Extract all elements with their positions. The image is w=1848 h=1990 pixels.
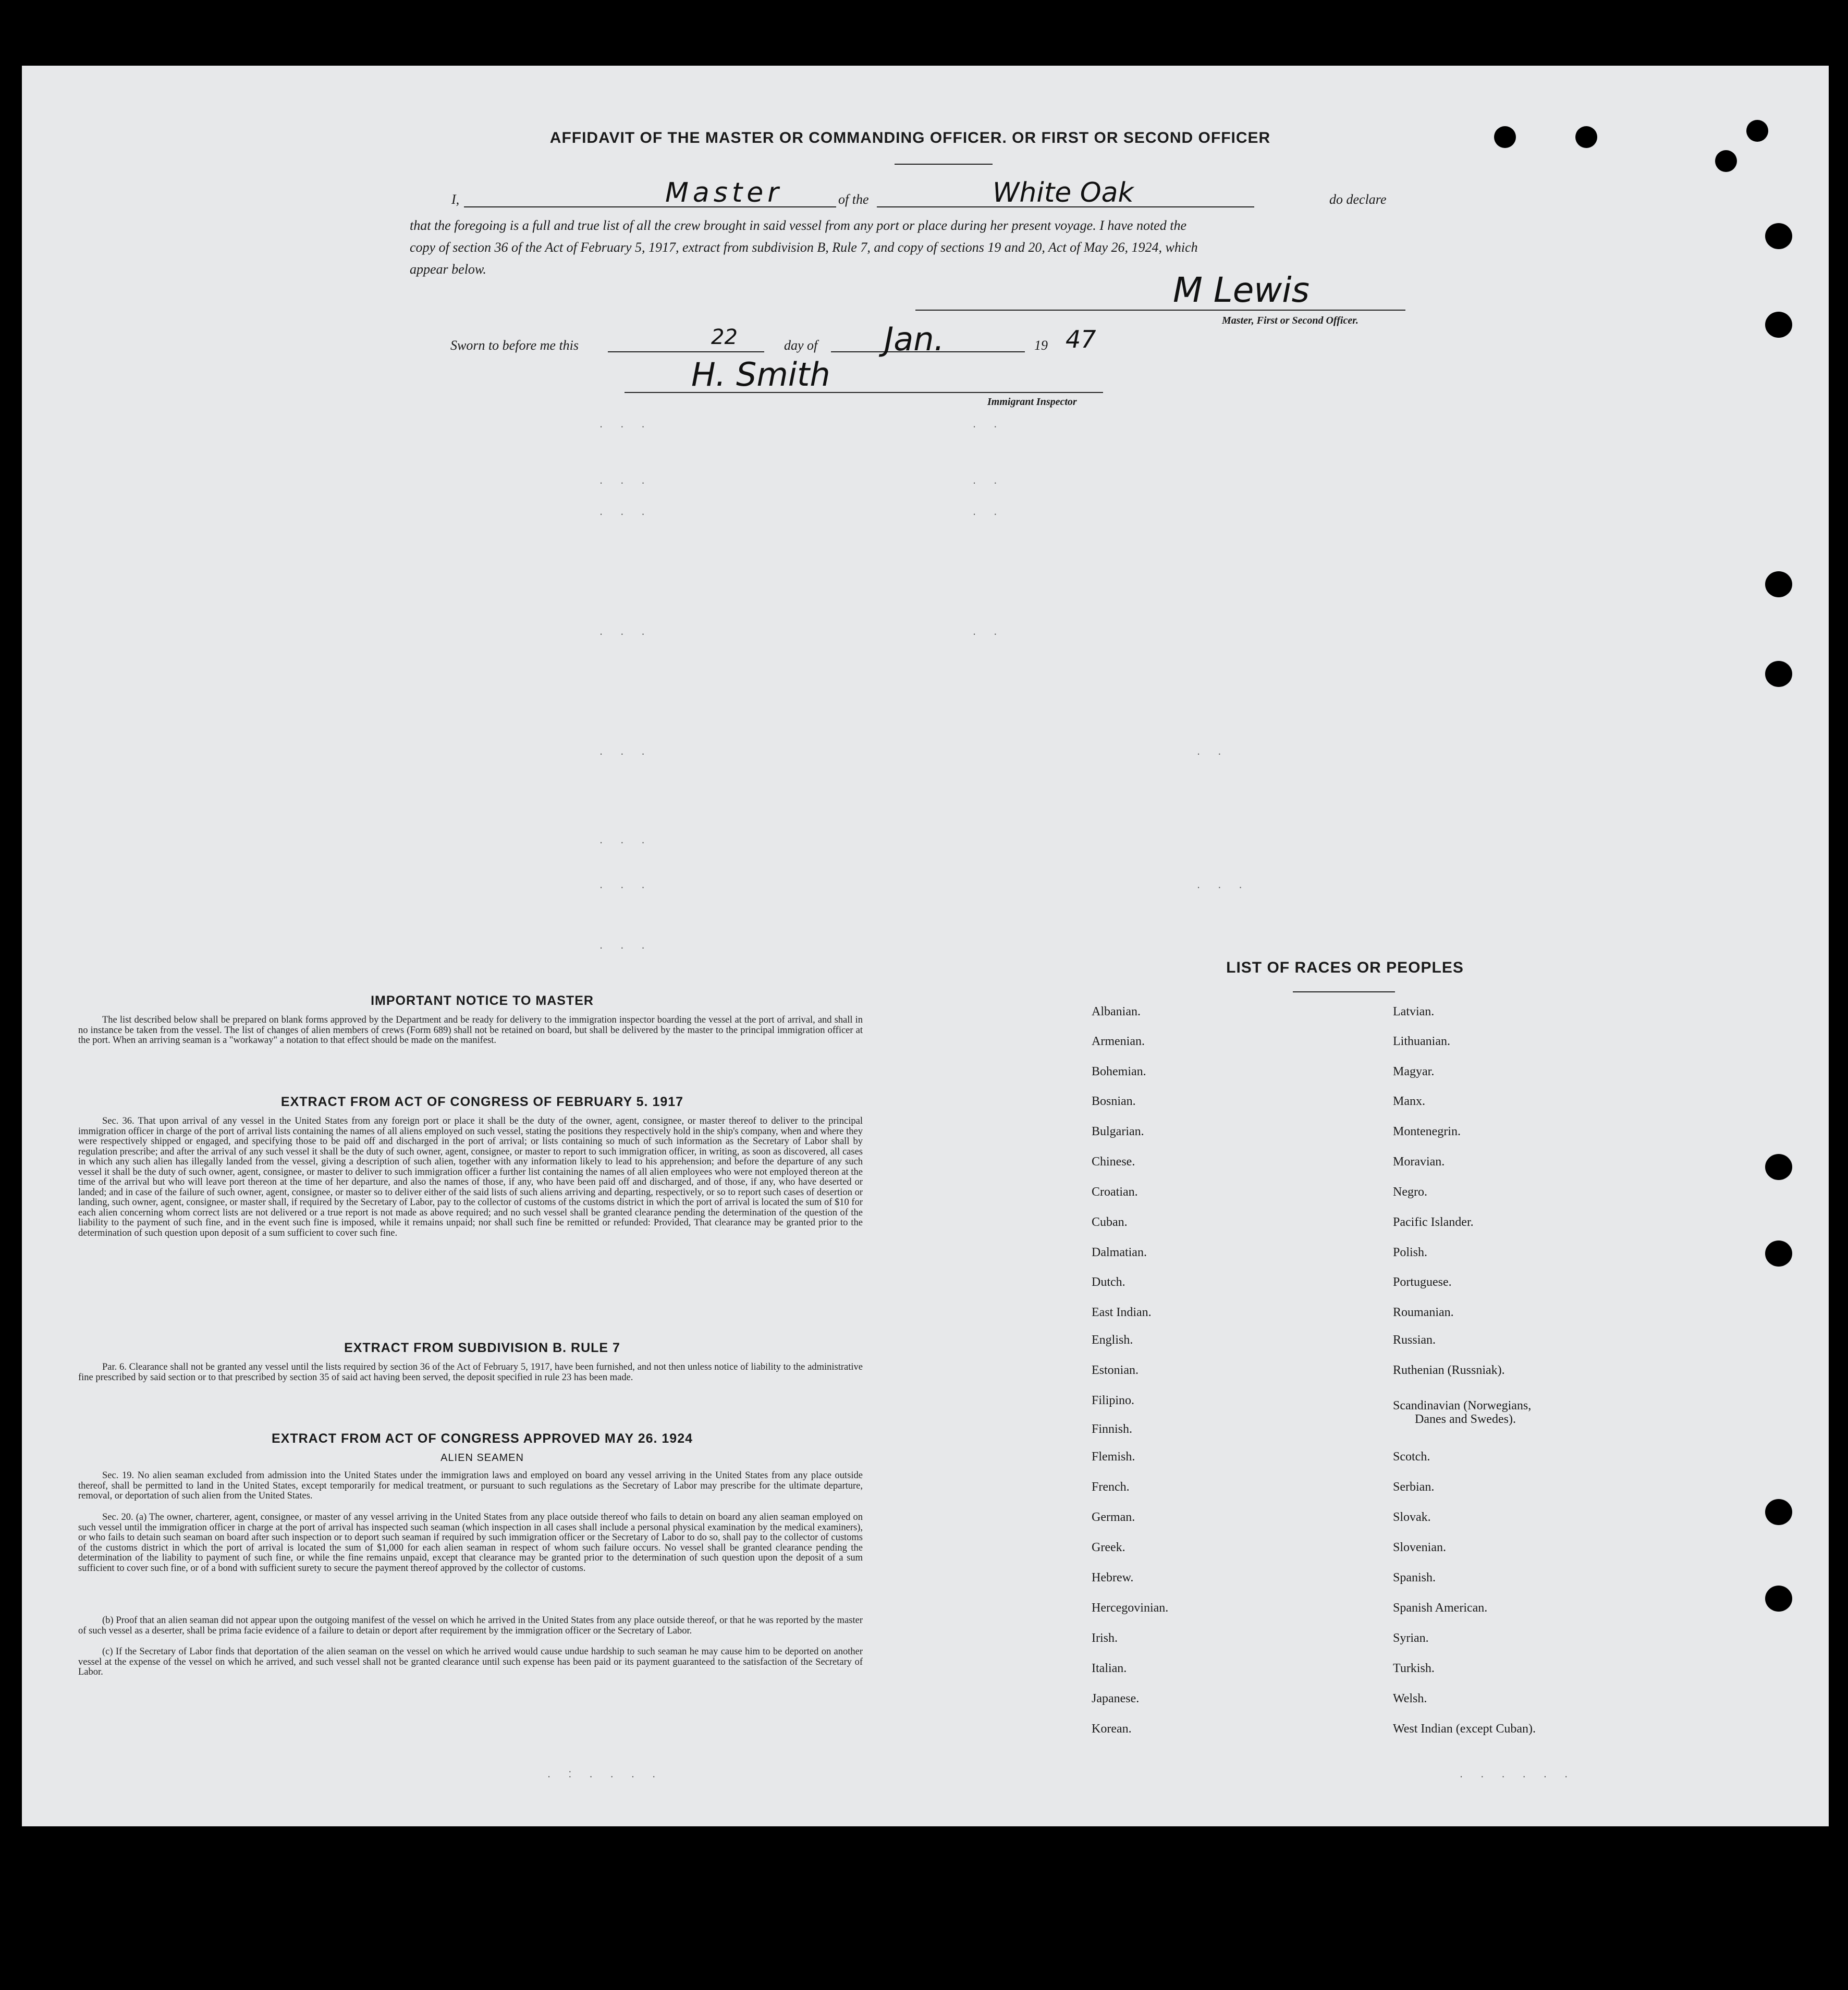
faint-marks: . . .: [599, 417, 652, 430]
race-item: Greek.: [1092, 1541, 1125, 1554]
notice-text: The list described below shall be prepared on blank forms approved by the Department and be ready for delivery to the immigration inspector boarding the vessel at the port of arrival, and shall in no instance be taken from the vessel. The list of changes of alien members of crews (Form 689) shall not be retained on board, but shall be delivered by the master to the principal immigration officer at the port. When an arriving seaman is a "workaway" a notation to that effect should be made on the manifest.: [78, 1015, 863, 1046]
punch-hole: [1715, 150, 1737, 172]
race-item: Cuban.: [1092, 1215, 1128, 1229]
race-item: Dutch.: [1092, 1275, 1125, 1289]
race-item: Irish.: [1092, 1631, 1118, 1645]
race-item: Bulgarian.: [1092, 1125, 1144, 1138]
inspector-caption: Immigrant Inspector: [987, 396, 1077, 408]
signature-line: [915, 310, 1405, 311]
faint-marks: . . .: [599, 833, 652, 846]
race-item: Negro.: [1393, 1185, 1427, 1199]
race-item: French.: [1092, 1480, 1130, 1494]
race-item: Danes and Swedes).: [1415, 1412, 1516, 1426]
sworn-day-handwritten: 22: [711, 325, 738, 349]
race-item: Polish.: [1393, 1246, 1428, 1259]
race-item: English.: [1092, 1333, 1133, 1347]
race-item: Ruthenian (Russniak).: [1393, 1363, 1505, 1377]
punch-hole: [1765, 661, 1792, 687]
extract-1917-text: Sec. 36. That upon arrival of any vessel in the United States from any foreign port or place it shall be the duty of the owner, agent, consignee, or master thereof to deliver to the principal immigration officer in charge of the port of arrival lists containing the names of all aliens employed on such vessel, stating the positions they respectively hold in the ship's company, when and where they were respectively shipped or engaged, and specifying those to be paid off and discharged in the port of arrival; or lists containing so much of such information as the Secretary of Labor shall by regulation prescribe; and after the arrival of any such vessel it shall be the duty of such owner, agent, consignee, or master to report to such immigration officer, in writing, as soon as discovered, all cases in which any such alien has illegally landed from the vessel, giving a description of such alien, together with any information likely to lead to his apprehension; and before the departure of any such vessel it shall be the duty of such owner, agent, consignee, or master to deliver to such immigration officer a further list containing the names of all alien employees who were not employed thereon at the time of the arrival but who will leave port thereon at the time of her departure, and also the names of those, if any, who have been paid off and discharged, and of those, if any, who have deserted or landed; and in case of the failure of such owner, agent, consignee, or master so to deliver either of the said lists of such aliens arriving and departing, respectively, or so to report such cases of desertion or landing, such owner, agent, consignee, or master shall, if required by the Secretary of Labor, pay to the collector of customs of the customs district in which the port of arrival is located the sum of $10 for each alien concerning whom correct lists are not delivered or a true report is not made as above required; and no such vessel shall be granted clearance pending the determination of the question of the liability to the payment of such fine, and in the event such fine is imposed, while it remains unpaid; nor shall such fine be remitted or refunded: Provided, That clearance may be granted prior to the determination of such question upon deposit of a sum sufficient to cover such fine.: [78, 1116, 863, 1238]
race-item: Latvian.: [1393, 1005, 1435, 1018]
faint-marks: . . .: [1197, 878, 1250, 891]
master-signature-handwritten: M Lewis: [1173, 270, 1310, 310]
race-item: East Indian.: [1092, 1306, 1152, 1319]
affidavit-title: AFFIDAVIT OF THE MASTER OR COMMANDING OFFICER. OR FIRST OR SECOND OFFICER: [549, 129, 1271, 146]
faint-marks: . . .: [599, 624, 652, 637]
faint-marks: . . . . . .: [1460, 1767, 1575, 1780]
sworn-prefix: Sworn to before me this: [450, 338, 579, 353]
faint-marks: . . .: [599, 878, 652, 891]
race-item: Magyar.: [1393, 1065, 1435, 1078]
race-item: Portuguese.: [1393, 1275, 1452, 1289]
extract-1924-title: EXTRACT FROM ACT OF CONGRESS APPROVED MAY 26. 1924: [271, 1431, 693, 1446]
faint-marks: . .: [1197, 744, 1229, 757]
race-item: Filipino.: [1092, 1394, 1135, 1407]
race-item: Scotch.: [1393, 1450, 1430, 1464]
line1-suffix: do declare: [1329, 192, 1387, 207]
master-name-handwritten: Master: [665, 177, 783, 208]
line1-prefix: I,: [451, 192, 460, 207]
faint-marks: . . .: [599, 938, 652, 951]
race-item: Chinese.: [1092, 1155, 1135, 1169]
inspector-signature-handwritten: H. Smith: [691, 355, 830, 394]
punch-hole: [1765, 571, 1792, 597]
races-title-underline: [1293, 991, 1395, 992]
punch-hole: [1765, 1154, 1792, 1180]
race-item: Korean.: [1092, 1722, 1132, 1736]
race-item: Estonian.: [1092, 1363, 1139, 1377]
faint-marks: . .: [973, 417, 1005, 430]
race-item: Bohemian.: [1092, 1065, 1146, 1078]
faint-marks: . . .: [599, 473, 652, 486]
race-item: Finnish.: [1092, 1422, 1133, 1436]
punch-hole: [1765, 1586, 1792, 1612]
sworn-day-label: day of: [784, 338, 818, 353]
race-item: Syrian.: [1393, 1631, 1429, 1645]
punch-hole: [1746, 120, 1768, 142]
race-item: West Indian (except Cuban).: [1393, 1722, 1536, 1736]
line1-of-label: of the: [838, 192, 869, 207]
punch-hole: [1765, 312, 1792, 338]
vessel-name-handwritten: White Oak: [993, 177, 1134, 208]
faint-marks: . .: [973, 473, 1005, 486]
extract-1924-p1: Sec. 19. No alien seaman excluded from admission into the United States under the immigration laws and employed on board any vessel arriving in the United States from any place outside thereof, shall be permitted to land in the United States, except temporarily for medical treatment, or pursuant to such regulations as the Secretary of Labor may prescribe for the ultimate departure, removal, or deportation of such alien from the United States.: [78, 1470, 863, 1501]
punch-hole: [1765, 1240, 1792, 1267]
race-item: Flemish.: [1092, 1450, 1135, 1464]
race-item: Roumanian.: [1393, 1306, 1454, 1319]
extract-1917-title: EXTRACT FROM ACT OF CONGRESS OF FEBRUARY 5. 1917: [280, 1095, 684, 1109]
faint-marks: . .: [973, 624, 1005, 637]
sworn-year-handwritten: 47: [1066, 325, 1096, 353]
race-item: German.: [1092, 1510, 1135, 1524]
race-item: Spanish American.: [1393, 1601, 1488, 1615]
extract-1924-p2: Sec. 20. (a) The owner, charterer, agent, consignee, or master of any vessel arriving in the United States from any place outside thereof who fails to detain on board any alien seaman employed on such vessel until the immigration officer in charge at the port of arrival has inspected such seaman (which inspection in all cases shall include a personal physical examination by the medical examiners), or who fails to detain such seaman on board after such inspection or to deport such seaman if required by such immigration officer or the Secretary of Labor to do so, shall pay to the collector of customs of the customs district in which the port of arrival is located the sum of $1,000 for each alien seaman in respect of whom such failure occurs. No vessel shall be granted clearance pending the determination of the liability to payment of such fine, or while the fine remains unpaid, except that clearance may be granted prior to the determination of such question upon the deposit of a sum sufficient to cover such fine, or of a bond with sufficient surety to secure the payment thereof approved by the collector of customs.: [78, 1512, 863, 1574]
affidavit-body-line3: copy of section 36 of the Act of February 5, 1917, extract from subdivision B, Rule 7, and copy of sections 19 and 20, Act of May 26, 1924, which: [410, 240, 1198, 255]
rule7-title: EXTRACT FROM SUBDIVISION B. RULE 7: [344, 1341, 620, 1355]
race-item: Croatian.: [1092, 1185, 1138, 1199]
day-blank: [608, 351, 764, 352]
punch-hole: [1765, 1499, 1792, 1525]
faint-marks: . . .: [599, 744, 652, 757]
title-underline: [895, 164, 993, 165]
race-item: Spanish.: [1393, 1571, 1436, 1584]
extract-1924-p3: (b) Proof that an alien seaman did not appear upon the outgoing manifest of the vessel on which he arrived in the United States from any place outside thereof, or that he was reported by the master of such vessel as a deserter, shall be prima facie evidence of a failure to detain or deport after requirement by the immigration officer or the Secretary of Labor.: [78, 1615, 863, 1636]
race-item: Welsh.: [1393, 1692, 1427, 1705]
affidavit-body-line2: that the foregoing is a full and true list of all the crew brought in said vessel from any port or place during her present voyage. I have noted the: [410, 218, 1186, 233]
extract-1924-subtitle: ALIEN SEAMEN: [440, 1452, 524, 1464]
punch-hole: [1575, 126, 1597, 148]
sworn-month-handwritten: Jan.: [884, 320, 945, 358]
race-item: Manx.: [1393, 1095, 1425, 1108]
race-item: Hercegovinian.: [1092, 1601, 1169, 1615]
race-item: Scandinavian (Norwegians,: [1393, 1399, 1532, 1412]
rule7-text: Par. 6. Clearance shall not be granted any vessel until the lists required by section 36 of the Act of February 5, 1917, have been furnished, and not then unless notice of liability to the administrative fine prescribed by said section or to that prescribed by section 35 of said act having been served, the deposit specified in rule 23 has been made.: [78, 1362, 863, 1383]
faint-marks: . : . . . .: [547, 1767, 663, 1780]
race-item: Hebrew.: [1092, 1571, 1134, 1584]
affidavit-body-line4: appear below.: [410, 262, 486, 277]
race-item: Italian.: [1092, 1662, 1127, 1675]
punch-hole: [1765, 223, 1792, 249]
faint-marks: . . .: [599, 505, 652, 518]
affidavit-line1: [451, 177, 1409, 208]
race-item: Pacific Islander.: [1393, 1215, 1474, 1229]
race-item: Japanese.: [1092, 1692, 1140, 1705]
race-item: Slovak.: [1393, 1510, 1431, 1524]
extract-1924-p4: (c) If the Secretary of Labor finds that deportation of the alien seaman on the vessel on which he arrived would cause undue hardship to such seaman he may cause him to be deported on another vessel at the expense of the vessel on which he arrived, and such vessel shall not be granted clearance until such expense has been paid or its payment guaranteed to the satisfaction of the Secretary of Labor.: [78, 1647, 863, 1677]
race-item: Armenian.: [1092, 1035, 1145, 1048]
race-item: Dalmatian.: [1092, 1246, 1147, 1259]
notice-title: IMPORTANT NOTICE TO MASTER: [371, 993, 594, 1008]
faint-marks: . .: [973, 505, 1005, 518]
race-item: Russian.: [1393, 1333, 1436, 1347]
race-item: Albanian.: [1092, 1005, 1141, 1018]
race-item: Montenegrin.: [1393, 1125, 1461, 1138]
signature-caption: Master, First or Second Officer.: [1222, 315, 1359, 326]
race-item: Turkish.: [1393, 1662, 1435, 1675]
sworn-year-printed: 19: [1034, 338, 1048, 353]
race-item: Lithuanian.: [1393, 1035, 1450, 1048]
punch-hole: [1494, 126, 1516, 148]
race-item: Slovenian.: [1393, 1541, 1446, 1554]
race-item: Bosnian.: [1092, 1095, 1136, 1108]
race-item: Serbian.: [1393, 1480, 1435, 1494]
races-title: LIST OF RACES OR PEOPLES: [1226, 959, 1464, 976]
race-item: Moravian.: [1393, 1155, 1445, 1169]
